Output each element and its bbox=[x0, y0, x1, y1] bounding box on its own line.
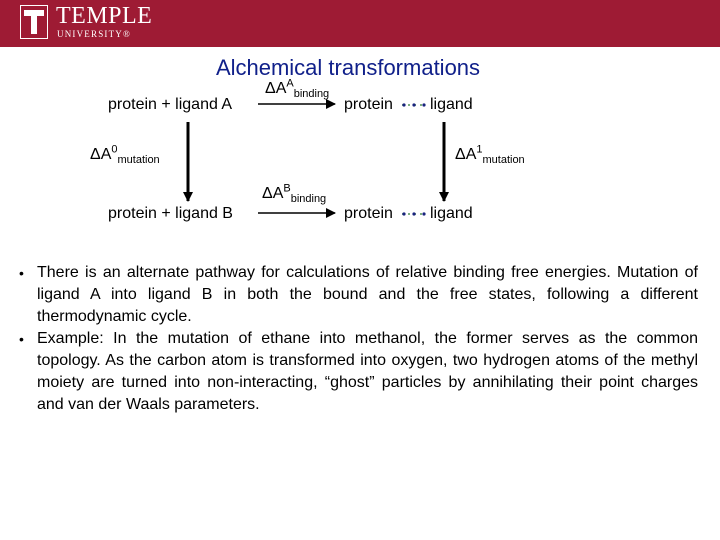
logo-wordmark: TEMPLE bbox=[56, 3, 153, 29]
slide-title: Alchemical transformations bbox=[215, 55, 481, 80]
state-protein-ligand-a: protein + ligand A bbox=[108, 96, 233, 113]
top-right-ligand: ligand bbox=[430, 96, 473, 113]
bullet-item: • There is an alternate pathway for calculations of relative binding free energies. Mutation of ligand A into ligand B in both the bound and the free states, following a different thermodynamic cycle. bbox=[18, 262, 698, 328]
bottom-ghost-bond bbox=[402, 212, 426, 215]
bullet-list bbox=[18, 262, 698, 416]
logo-subtext: UNIVERSITY® bbox=[57, 29, 132, 39]
bottom-right-ligand: ligand bbox=[430, 205, 473, 222]
state-protein-ligand-b: protein + ligand B bbox=[108, 205, 233, 222]
bottom-right-protein: protein bbox=[344, 205, 393, 222]
top-right-protein: protein bbox=[344, 96, 393, 113]
top-ghost-bond bbox=[402, 103, 426, 106]
bullet-item: • Example: In the mutation of ethane into methanol, the former serves as the common topology. As the carbon atom is transformed into oxygen, two hydrogen atoms of the methyl moiety are turned into non-interacting, “ghost” particles by annihilating their point charges and van der Waals parameters. bbox=[18, 328, 698, 416]
right-arrow-label: $\Delta A^1_{mutation}$ bbox=[455, 143, 525, 167]
bottom-arrow-label: $\Delta A^B_{binding}$ bbox=[262, 182, 327, 206]
top-arrow-label: $\Delta A^A_{binding}$ bbox=[265, 77, 330, 101]
left-arrow-label: $\Delta A^0_{mutation}$ bbox=[90, 143, 160, 167]
